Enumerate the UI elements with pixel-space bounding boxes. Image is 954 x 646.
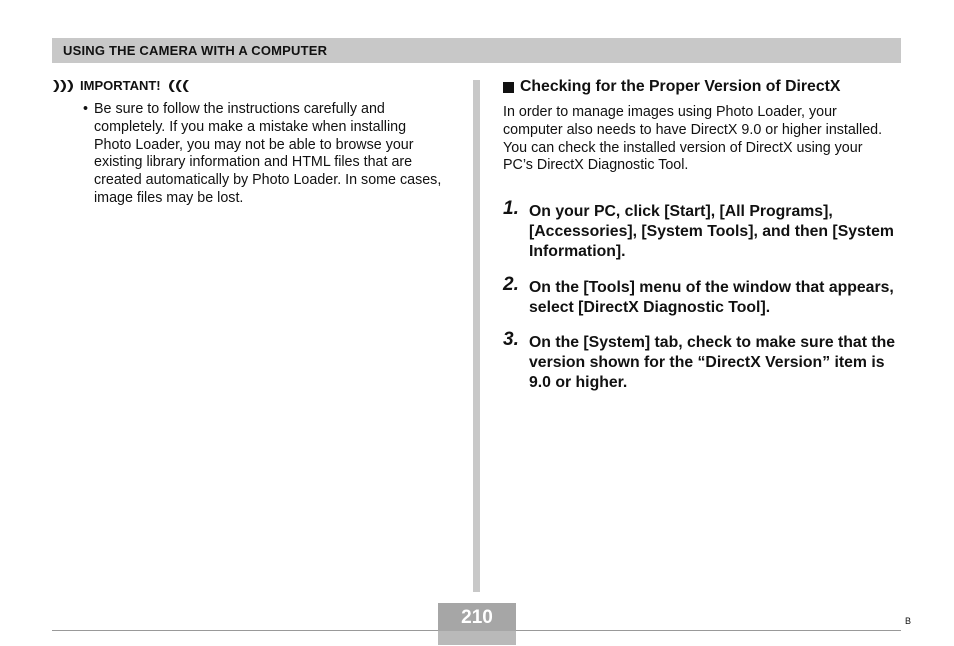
important-heading	[53, 78, 189, 93]
section-heading	[503, 78, 840, 96]
important-right-marks-icon	[167, 80, 189, 92]
step-number: 3.	[503, 329, 519, 350]
section-title: Checking for the Proper Version of DirectX	[520, 78, 841, 95]
step-number: 2.	[503, 274, 519, 295]
page-number-box	[438, 603, 516, 645]
important-text: Be sure to follow the instructions carefully and completely. If you make a mistake when installing Photo Loader, you may not be able to browse your existing library information and HTML files that are created automatically by Photo Loader. In some cases, image files may be lost.	[94, 101, 442, 206]
bullet-icon: •	[83, 101, 89, 117]
step-text: On the [System] tab, check to make sure that the version shown for the “DirectX Version” item is 9.0 or higher.	[529, 334, 896, 391]
column-divider	[473, 80, 480, 592]
square-bullet-icon	[503, 82, 514, 93]
section-intro: In order to manage images using Photo Loader, your computer also needs to have DirectX 9.0 or higher installed. You can check the installed version of DirectX using your PC’s DirectX Diagnostic Tool.	[503, 104, 883, 174]
header-bar	[52, 38, 901, 63]
important-label: IMPORTANT!	[80, 78, 161, 93]
corner-letter: B	[905, 616, 912, 626]
page-number: 210	[461, 607, 493, 628]
step-text: On your PC, click [Start], [All Programs], [Accessories], [System Tools], and then [System Information].	[529, 203, 894, 260]
step-number: 1.	[503, 198, 519, 219]
header-title: USING THE CAMERA WITH A COMPUTER	[63, 43, 328, 58]
important-left-marks-icon	[53, 80, 75, 92]
step-text: On the [Tools] menu of the window that appears, select [DirectX Diagnostic Tool].	[529, 279, 894, 316]
